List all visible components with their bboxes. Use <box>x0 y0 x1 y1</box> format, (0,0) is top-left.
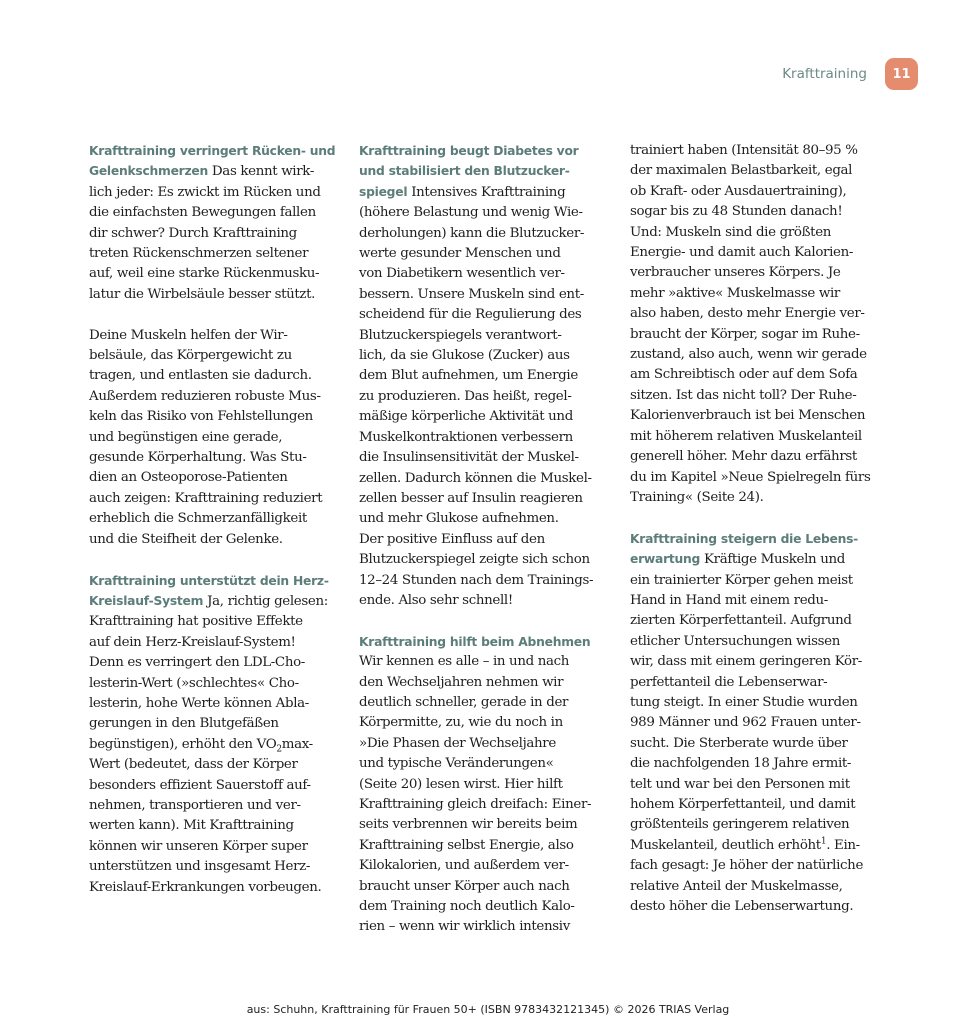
text-line: Training« (Seite 24). <box>630 489 764 505</box>
text-line: können wir unseren Körper super <box>89 838 308 854</box>
paragraph <box>89 612 333 734</box>
text-line: verbraucher unseres Körpers. Je <box>630 265 841 281</box>
text-line: tung steigt. In einer Studie wurden <box>630 694 858 710</box>
text-line: Blutzuckerspiegel zeigte sich schon <box>359 552 590 568</box>
text-line: du im Kapitel »Neue Spielregeln fürs <box>630 469 871 485</box>
text-line: (Seite 20) lesen wirst. Hier hilft <box>359 776 563 792</box>
paragraph <box>630 571 870 836</box>
text-line: lich jeder: Es zwickt im Rücken und <box>89 184 321 200</box>
text-line: rien – wenn wir wirklich intensiv <box>359 919 570 935</box>
text-line: desto höher die Lebenserwartung. <box>630 899 854 915</box>
paragraph <box>359 203 595 611</box>
text-line: wir, dass mit einem geringeren Kör- <box>630 654 862 670</box>
subscript: 2 <box>276 744 282 755</box>
text-line: 12–24 Stunden nach dem Trainings- <box>359 572 594 588</box>
text-line: dem Training noch deutlich Kalo- <box>359 899 575 915</box>
text-line: zierten Körperfettanteil. Aufgrund <box>630 613 852 629</box>
text-line: Deine Muskeln helfen der Wir- <box>89 327 288 343</box>
text-line: dien an Osteoporose-Patienten <box>89 470 288 486</box>
text-line: und typische Veränderungen« <box>359 756 554 772</box>
text-line <box>630 549 870 570</box>
text-line <box>359 182 595 203</box>
text-line: Muskelkontraktionen verbessern <box>359 429 573 445</box>
text-line: trainiert haben (Intensität 80–95 % <box>630 143 858 158</box>
text-line: also haben, desto mehr Energie ver- <box>630 306 865 322</box>
text-line <box>630 836 870 856</box>
text-line: perfettanteil die Lebenserwar- <box>630 674 828 690</box>
text-line: deutlich schneller, gerade in der <box>359 694 569 710</box>
text-line: braucht unser Körper auch nach <box>359 878 570 894</box>
text-run: Das kennt wirk- <box>208 164 314 180</box>
paragraph <box>359 652 595 938</box>
heading-line: erwartung <box>630 552 701 567</box>
text-line: am Schreibtisch oder auf dem Sofa <box>630 367 858 383</box>
text-line: fach gesagt: Je höher der natürliche <box>630 858 864 874</box>
heading-line: Krafttraining hilft beim Abnehmen <box>359 634 591 649</box>
text-line: auf dein Herz-Kreislauf-System! <box>89 634 296 650</box>
text-line: Wert (bedeutet, dass der Körper <box>89 757 298 773</box>
paragraph <box>630 141 870 508</box>
text-line: nehmen, transportieren und ver- <box>89 797 301 813</box>
text-run: Kräftige Muskeln und <box>700 552 845 568</box>
text-line: Außerdem reduzieren robuste Mus- <box>89 388 321 404</box>
text-line: Krafttraining hat positive Effekte <box>89 614 303 630</box>
text-line: Krafttraining gleich dreifach: Einer- <box>359 796 592 812</box>
text-line: »Die Phasen der Wechseljahre <box>359 735 556 751</box>
heading-line: Kreislauf-System <box>89 593 204 608</box>
text-line: Der positive Einfluss auf den <box>359 531 545 547</box>
text-line: belsäule, das Körpergewicht zu <box>89 348 292 364</box>
text-line: latur die Wirbelsäule besser stützt. <box>89 286 316 302</box>
paragraph <box>89 183 333 305</box>
text-run: . Ein- <box>826 837 860 853</box>
text-line: den Wechseljahren nehmen wir <box>359 674 564 690</box>
heading-line: spiegel <box>359 184 408 199</box>
text-line: unterstützen und insgesamt Herz- <box>89 859 310 875</box>
text-line: und die Steifheit der Gelenke. <box>89 531 283 547</box>
text-line: lesterin, hohe Werte können Abla- <box>89 695 309 711</box>
text-line: bessern. Unsere Muskeln sind ent- <box>359 286 584 302</box>
text-line: mit höherem relativen Muskelanteil <box>630 428 862 444</box>
text-line: Energie- und damit auch Kalorien- <box>630 245 854 261</box>
text-line: Körpermitte, zu, wie du noch in <box>359 715 563 731</box>
text-line: sitzen. Ist das nicht toll? Der Ruhe- <box>630 387 857 403</box>
text-line: keln das Risiko von Fehlstellungen <box>89 409 313 425</box>
text-line: Kalorienverbrauch ist bei Menschen <box>630 408 866 424</box>
text-line: lesterin-Wert (»schlechtes« Cho- <box>89 675 299 691</box>
text-run: max- <box>281 736 313 752</box>
text-run: Intensives Krafttraining <box>407 184 566 200</box>
text-line: mehr »aktive« Muskelmasse wir <box>630 285 840 301</box>
text-line: zellen. Dadurch können die Muskel- <box>359 470 592 486</box>
text-line: die nachfolgenden 18 Jahre ermit- <box>630 756 852 772</box>
text-column-3 <box>630 141 870 917</box>
text-line: von Diabetikern wesentlich ver- <box>359 266 565 282</box>
text-line: die einfachsten Bewegungen fallen <box>89 205 316 221</box>
text-line: ein trainierter Körper gehen meist <box>630 572 853 588</box>
text-line: und begünstigen eine gerade, <box>89 429 283 445</box>
text-line: seits verbrennen wir bereits beim <box>359 817 578 833</box>
text-line: derholungen) kann die Blutzucker- <box>359 225 585 241</box>
text-line: zustand, also auch, wenn wir gerade <box>630 347 867 363</box>
text-line: ob Kraft- oder Ausdauertraining), <box>630 183 847 199</box>
heading-line: Krafttraining beugt Diabetes vor <box>359 144 579 158</box>
text-line: tragen, und entlasten sie dadurch. <box>89 368 312 384</box>
text-line: Wir kennen es alle – in und nach <box>359 654 570 670</box>
heading-line: Krafttraining verringert Rücken- und <box>89 144 336 158</box>
text-line <box>89 161 333 182</box>
heading-line: und stabilisiert den Blutzucker- <box>359 164 570 179</box>
text-line: Kilokalorien, und außerdem ver- <box>359 858 569 874</box>
text-line: zu produzieren. Das heißt, regel- <box>359 388 572 404</box>
text-line: erheblich die Schmerzanfälligkeit <box>89 511 307 527</box>
text-column-2 <box>359 141 595 938</box>
text-line: hohem Körperfettanteil, und damit <box>630 796 856 812</box>
text-line: auch zeigen: Krafttraining reduziert <box>89 490 323 506</box>
text-line: zellen besser auf Insulin reagieren <box>359 490 583 506</box>
text-line: Blutzuckerspiegels verantwort- <box>359 327 562 343</box>
text-line: (höhere Belastung und wenig Wie- <box>359 205 583 221</box>
paragraph <box>630 856 870 917</box>
text-line: die Insulinsensitivität der Muskel- <box>359 450 579 466</box>
text-run: Ja, richtig gelesen: <box>203 593 328 609</box>
text-line: sogar bis zu 48 Stunden danach! <box>630 204 843 220</box>
text-line: ende. Also sehr schnell! <box>359 592 513 608</box>
footnote-marker: 1 <box>820 836 827 847</box>
text-column-1 <box>89 141 336 898</box>
text-line: scheidend für die Regulierung des <box>359 307 582 323</box>
text-line: telt und war bei den Personen mit <box>630 776 850 792</box>
text-line: relative Anteil der Muskelmasse, <box>630 878 843 894</box>
text-line: dir schwer? Durch Krafttraining <box>89 225 297 241</box>
page-header <box>782 58 918 90</box>
text-line: Hand in Hand mit einem redu- <box>630 592 828 608</box>
heading-line: Krafttraining steigern die Lebens- <box>630 531 859 546</box>
text-line: 989 Männer und 962 Frauen unter- <box>630 715 861 731</box>
text-line: etlicher Untersuchungen wissen <box>630 633 840 649</box>
paragraph <box>89 326 333 550</box>
text-line: und mehr Glukose aufnehmen. <box>359 511 559 527</box>
text-line <box>89 735 333 755</box>
source-footer: aus: Schuhn, Krafttraining für Frauen 50+ (ISBN 9783432121345) © 2026 TRIAS Verlag <box>246 1003 730 1016</box>
text-line <box>89 591 333 612</box>
page-number-badge: 11 <box>885 58 918 90</box>
text-line: werte gesunder Menschen und <box>359 246 561 262</box>
text-line: sucht. Die Sterberate wurde über <box>630 735 848 751</box>
text-line: Kreislauf-Erkrankungen vorbeugen. <box>89 879 322 895</box>
paragraph <box>89 755 333 898</box>
text-line: auf, weil eine starke Rückenmusku- <box>89 266 320 282</box>
text-line: besonders effizient Sauerstoff auf- <box>89 777 311 793</box>
text-line: braucht der Körper, sogar im Ruhe- <box>630 326 860 342</box>
text-line: Und: Muskeln sind die größten <box>630 224 832 240</box>
heading-line: Krafttraining unterstützt dein Herz- <box>89 573 329 588</box>
text-line: treten Rückenschmerzen seltener <box>89 246 309 262</box>
text-line: Krafttraining selbst Energie, also <box>359 837 574 853</box>
text-line: größtenteils geringerem relativen <box>630 817 850 833</box>
text-line: gerungen in den Blutgefäßen <box>89 716 279 732</box>
text-run: begünstigen), erhöht den VO <box>89 736 277 752</box>
text-line: dem Blut aufnehmen, um Energie <box>359 368 578 384</box>
text-line: werten kann). Mit Krafttraining <box>89 818 294 834</box>
text-line: generell höher. Mehr dazu erfährst <box>630 449 857 465</box>
text-line: gesunde Körperhaltung. Was Stu- <box>89 450 307 466</box>
text-run: Muskelanteil, deutlich erhöht <box>630 837 821 853</box>
text-line: mäßige körperliche Aktivität und <box>359 409 573 425</box>
text-line: lich, da sie Glukose (Zucker) aus <box>359 348 570 364</box>
text-line: der maximalen Belastbarkeit, egal <box>630 163 853 179</box>
running-section-title: Krafttraining <box>782 66 867 82</box>
text-line: Denn es verringert den LDL-Cho- <box>89 655 305 671</box>
heading-line: Gelenkschmerzen <box>89 164 209 179</box>
